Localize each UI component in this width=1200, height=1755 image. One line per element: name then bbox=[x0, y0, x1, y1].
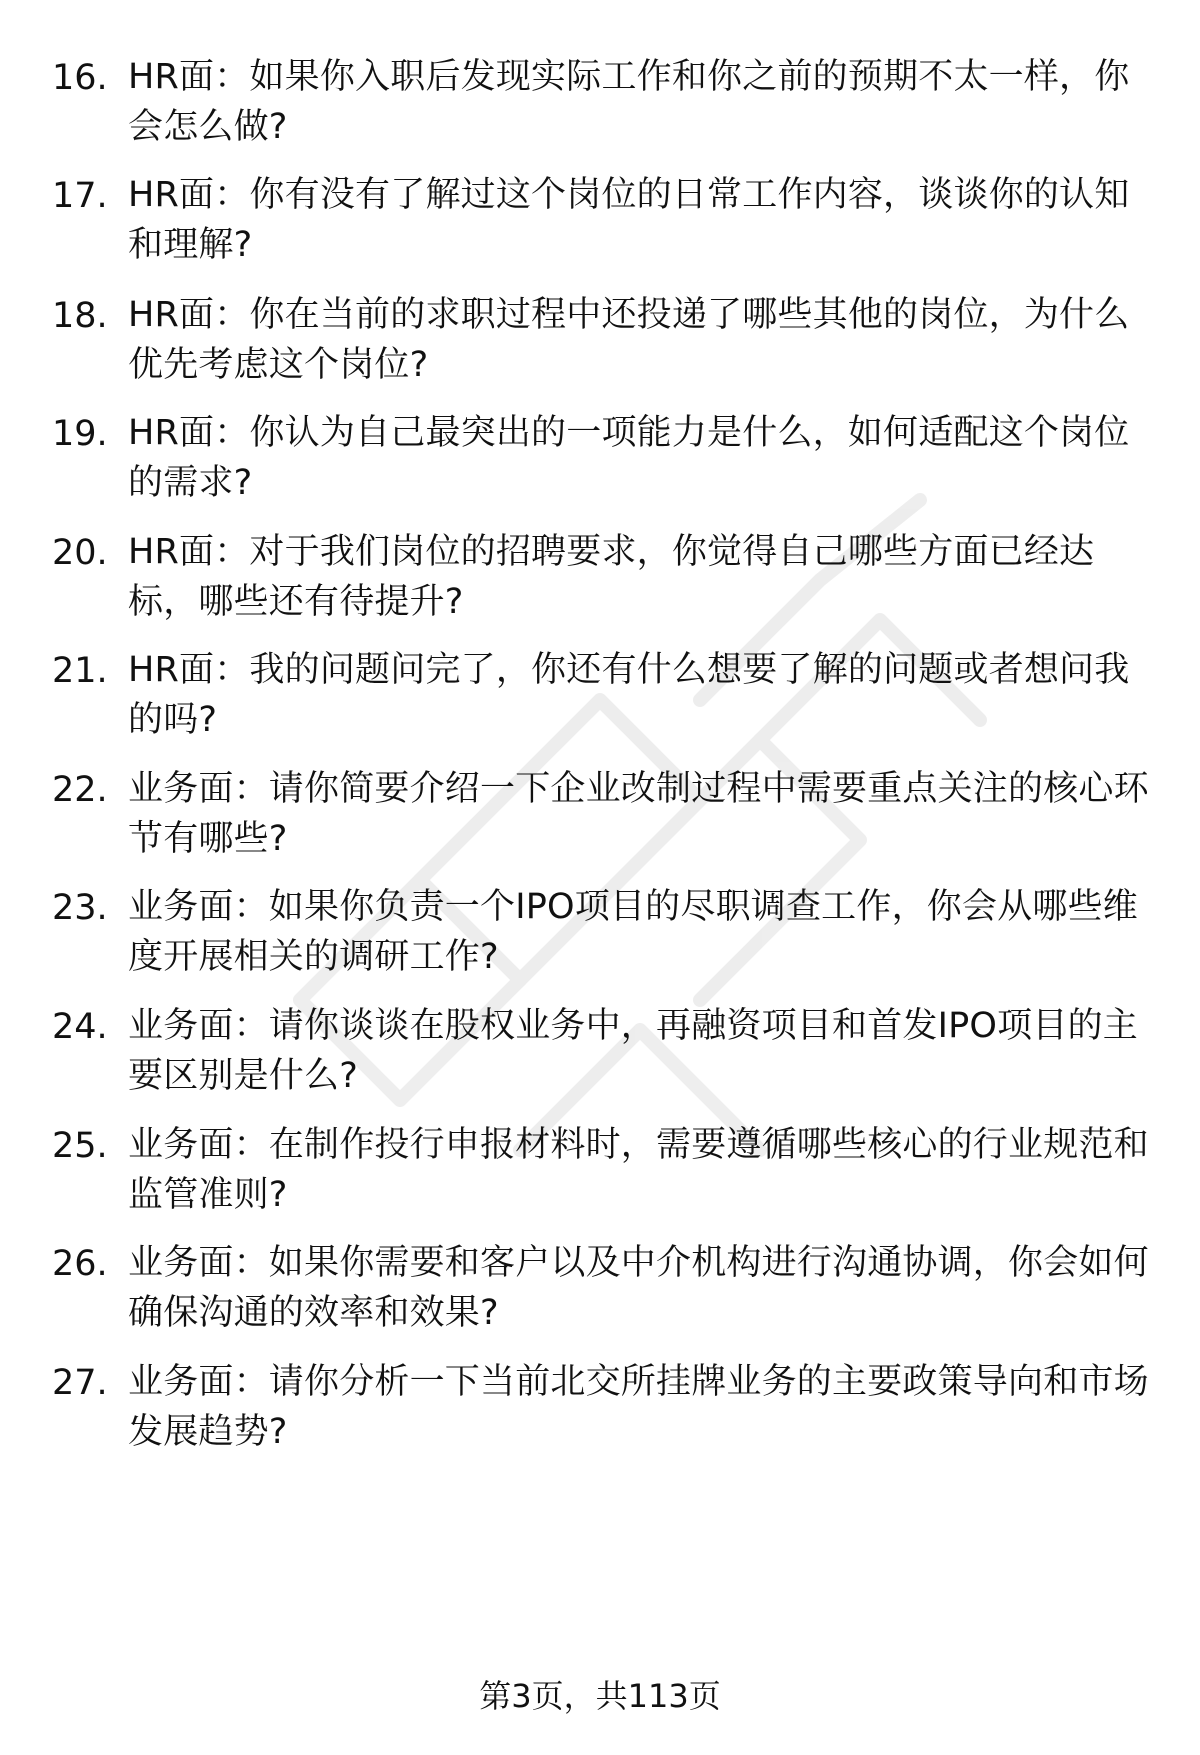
question-number: 22. bbox=[52, 770, 108, 810]
list-item bbox=[0, 1001, 1200, 1121]
list-item bbox=[0, 764, 1200, 884]
question-text: 业务面：请你分析一下当前北交所挂牌业务的主要政策导向和市场发展趋势? bbox=[128, 1362, 1149, 1452]
question-number: 25. bbox=[52, 1126, 108, 1166]
list-item bbox=[0, 1357, 1200, 1477]
list-item bbox=[0, 52, 1200, 172]
question-number: 18. bbox=[52, 296, 108, 336]
question-text: 业务面：如果你负责一个IPO项目的尽职调查工作，你会从哪些维度开展相关的调研工作? bbox=[128, 887, 1138, 977]
question-text: 业务面：请你谈谈在股权业务中，再融资项目和首发IPO项目的主要区别是什么? bbox=[128, 1006, 1138, 1096]
question-text: HR面：你认为自己最突出的一项能力是什么，如何适配这个岗位的需求? bbox=[128, 413, 1130, 503]
question-text: HR面：你在当前的求职过程中还投递了哪些其他的岗位，为什么优先考虑这个岗位? bbox=[128, 295, 1130, 385]
list-item bbox=[0, 290, 1200, 410]
question-number: 23. bbox=[52, 888, 108, 928]
question-text: 业务面：如果你需要和客户以及中介机构进行沟通协调，你会如何确保沟通的效率和效果? bbox=[128, 1243, 1149, 1333]
list-item bbox=[0, 1238, 1200, 1358]
list-item bbox=[0, 645, 1200, 765]
list-item bbox=[0, 170, 1200, 290]
list-item bbox=[0, 1120, 1200, 1240]
question-text: HR面：我的问题问完了，你还有什么想要了解的问题或者想问我的吗? bbox=[128, 650, 1130, 740]
list-item bbox=[0, 408, 1200, 528]
question-number: 19. bbox=[52, 414, 108, 454]
page-number-footer: 第3页，共113页 bbox=[479, 1677, 721, 1715]
question-number: 21. bbox=[52, 651, 108, 691]
question-number: 16. bbox=[52, 58, 108, 98]
question-text: HR面：对于我们岗位的招聘要求，你觉得自己哪些方面已经达标，哪些还有待提升? bbox=[128, 532, 1095, 622]
list-item bbox=[0, 527, 1200, 647]
question-number: 17. bbox=[52, 176, 108, 216]
question-text: 业务面：请你简要介绍一下企业改制过程中需要重点关注的核心环节有哪些? bbox=[128, 769, 1149, 859]
question-number: 27. bbox=[52, 1363, 108, 1403]
list-item bbox=[0, 882, 1200, 1002]
question-text: 业务面：在制作投行申报材料时，需要遵循哪些核心的行业规范和监管准则? bbox=[128, 1125, 1149, 1215]
question-number: 24. bbox=[52, 1007, 108, 1047]
question-number: 20. bbox=[52, 533, 108, 573]
question-number: 26. bbox=[52, 1244, 108, 1284]
question-text: HR面：你有没有了解过这个岗位的日常工作内容，谈谈你的认知和理解? bbox=[128, 175, 1130, 265]
question-text: HR面：如果你入职后发现实际工作和你之前的预期不太一样，你会怎么做? bbox=[128, 57, 1130, 147]
